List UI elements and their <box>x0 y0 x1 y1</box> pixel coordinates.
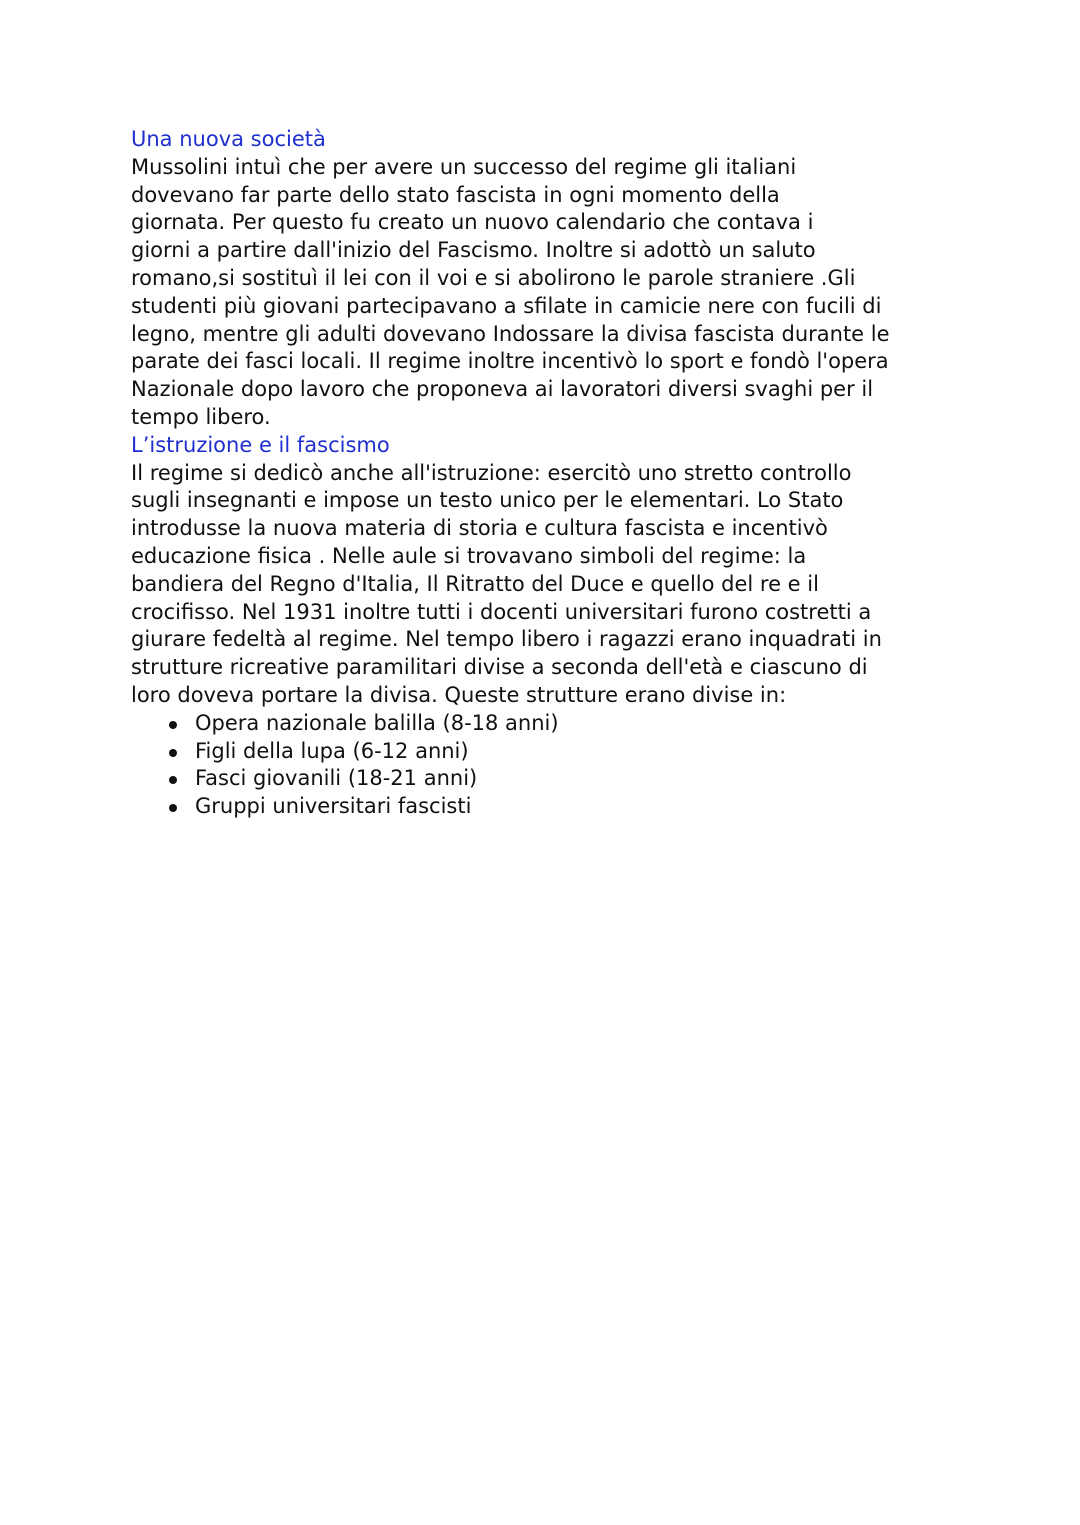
list-item-text: Gruppi universitari fascisti <box>195 794 472 819</box>
paragraph-line: tempo libero. <box>131 404 271 429</box>
paragraph-line: strutture ricreative paramilitari divise a seconda dell'età e ciascuno di <box>131 655 868 680</box>
list-item <box>131 738 961 766</box>
paragraph-line: studenti più giovani partecipavano a sfilate in camicie nere con fucili di <box>131 293 882 318</box>
list-item-text: Fasci giovanili (18-21 anni) <box>195 766 478 791</box>
section-paragraph-nuova-societa <box>131 154 961 432</box>
bullet-list <box>131 710 961 821</box>
bullet-dot-icon <box>169 776 177 784</box>
paragraph-line: legno, mentre gli adulti dovevano Indossare la divisa fascista durante le <box>131 321 890 346</box>
section-heading-istruzione: L’istruzione e il fascismo <box>131 432 390 457</box>
paragraph-line: educazione fisica . Nelle aule si trovavano simboli del regime: la <box>131 543 807 568</box>
paragraph-line: crocifisso. Nel 1931 inoltre tutti i docenti universitari furono costretti a <box>131 599 872 624</box>
paragraph-line: introdusse la nuova materia di storia e cultura fascista e incentivò <box>131 516 828 541</box>
document-page <box>131 126 961 821</box>
bullet-dot-icon <box>169 721 177 729</box>
paragraph-line: giorni a partire dall'inizio del Fascismo. Inoltre si adottò un saluto <box>131 238 816 263</box>
paragraph-line: parate dei fasci locali. Il regime inoltre incentivò lo sport e fondò l'opera <box>131 349 889 374</box>
section-heading-nuova-societa: Una nuova società <box>131 127 326 151</box>
list-item <box>131 765 961 793</box>
list-item <box>131 710 961 738</box>
list-item-text: Figli della lupa (6-12 anni) <box>195 738 469 763</box>
paragraph-line: Nazionale dopo lavoro che proponeva ai lavoratori diversi svaghi per il <box>131 377 874 402</box>
paragraph-line: loro doveva portare la divisa. Queste strutture erano divise in: <box>131 682 787 707</box>
paragraph-line: giurare fedeltà al regime. Nel tempo libero i ragazzi erano inquadrati in <box>131 627 882 652</box>
paragraph-line: giornata. Per questo fu creato un nuovo calendario che contava i <box>131 210 814 235</box>
paragraph-line: bandiera del Regno d'Italia, Il Ritratto del Duce e quello del re e il <box>131 571 819 596</box>
bullet-dot-icon <box>169 749 177 757</box>
paragraph-line: dovevano far parte dello stato fascista in ogni momento della <box>131 182 780 207</box>
list-item <box>131 793 961 821</box>
list-item-text: Opera nazionale balilla (8-18 anni) <box>195 710 559 735</box>
paragraph-line: Il regime si dedicò anche all'istruzione: esercitò uno stretto controllo <box>131 460 852 485</box>
paragraph-line: sugli insegnanti e impose un testo unico per le elementari. Lo Stato <box>131 488 844 513</box>
paragraph-line: Mussolini intuì che per avere un successo del regime gli italiani <box>131 154 797 179</box>
bullet-dot-icon <box>169 804 177 812</box>
section-paragraph-istruzione <box>131 460 961 710</box>
paragraph-line: romano,si sostituì il lei con il voi e si abolirono le parole straniere .Gli <box>131 265 856 290</box>
